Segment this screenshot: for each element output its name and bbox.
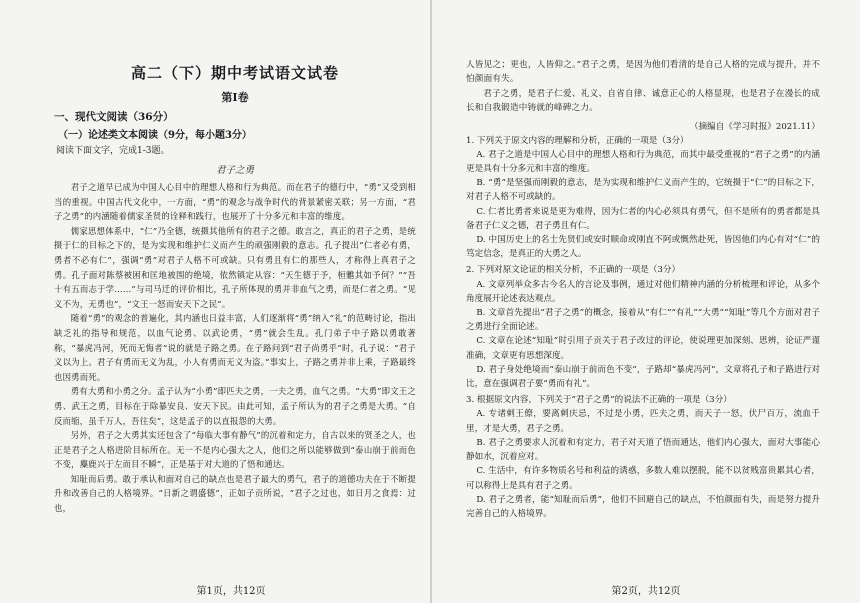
- article-conclusion: 君子之勇，是君子仁爱、礼义、自省自律、诚意正心的人格显现，也是君子在漫长的成长和自我锻造中铸就的峰碑之力。: [466, 88, 820, 114]
- page-2: [432, 0, 860, 603]
- option-d: D. 君子之勇者，能“知耻而后勇”，他们不回避自己的缺点，不怕颜面有失，而是努力提升完善自己的人格境界。: [466, 494, 820, 519]
- option-a: A. 文章列举众多古今名人的言论及事例，通过对他们精神内涵的分析梳理和评论，从多个角度展开论述表达观点。: [466, 279, 820, 304]
- article-paragraph: 君子之道早已成为中国人心目中的理想人格和行为典范。而在君子的德行中，“勇”又受到相当的重视。中国古代文化中，一方面，“勇”的观念与战争时代的背景紧密关联；另一方面，“君子之勇”的内涵随着儒家圣贤的诠释和践行，也展开了十分多元和丰富的维度。: [54, 182, 416, 222]
- option-a: A. 君子之道是中国人心目中的理想人格和行为典范，而其中最受重视的“君子之勇”的内涵更是具有十分多元和丰富的维度。: [466, 149, 820, 175]
- question-3: [466, 393, 820, 521]
- option-b: B. 君子之勇要求人沉着和有定力，君子对天道了悟而通达，他们内心强大，面对大事能心静如水，沉着应对。: [466, 437, 820, 463]
- source-citation: （摘编自《学习时报》2021.11）: [689, 121, 820, 132]
- article-title: 君子之勇: [215, 165, 254, 176]
- question-1: [466, 134, 820, 262]
- page-number-right: 第2页，共12页: [611, 586, 681, 597]
- option-b: B. “勇”是坚强而刚毅的意志，是为实现和维护仁义而产生的，它统摄于“仁”的目标之下，对君子人格不可或缺的。: [466, 178, 820, 203]
- volume-label: 第Ⅰ卷: [221, 91, 249, 104]
- option-d: D. 君子身处绝境而“泰山崩于前而色不变”，子路却“暴虎冯河”，文章将孔子和子路进行对比，意在强调君子要“勇而有礼”。: [466, 364, 820, 390]
- reading-instruction: 阅读下面文字，完成1-3题。: [56, 146, 170, 156]
- option-c: C. 文章在论述“知耻”时引用子贡关于君子改过的评论，使说理更加深刻、思辨，论证严谨准确，文章更有思想深度。: [466, 336, 820, 361]
- option-d: D. 中国历史上的名士先贤们或安时顺命或刚直不阿或慨然赴死，皆因他们内心有对“仁”的笃定信念，是真正的大勇之人。: [466, 235, 820, 260]
- option-b: B. 文章首先提出“君子之勇”的概念，接着从“有仁”“有礼”“大勇”“知耻”等几个方面对君子之勇进行全面论述。: [466, 308, 820, 333]
- option-c: C. 生活中，有许多物质名号和利益的诱惑，多数人难以摆脱，能不以贫贱富贵累其心者，可以称得上是具有君子之勇。: [466, 466, 820, 491]
- exam-title: 高二（下）期中考试语文试卷: [130, 64, 339, 82]
- article-paragraph: 另外，君子之大勇其实还包含了“每临大事有静气”的沉着和定力，自古以来的贤圣之人，也正是君子之人格进阶目标所在。无一不是内心强大之人，他们之所以能够做到“泰山崩于前而色不变，麋鹿兴于左而目不瞬”，正是基于对大道的了悟和通达。: [54, 430, 416, 470]
- page-number-left: 第1页，共12页: [196, 586, 266, 597]
- option-a: A. 专诸刺王僚，要离刺庆忌，不过是小勇，匹夫之勇，而天子一怒，伏尸百万，流血千里，才是大勇，君子之勇。: [466, 409, 820, 434]
- section-heading: 一、现代文阅读（36分）: [54, 111, 174, 123]
- question-stem: 1. 下列关于原文内容的理解和分析，正确的一项是（3分）: [466, 135, 689, 146]
- article-paragraph: 勇有大勇和小勇之分。孟子认为“小勇”即匹夫之勇，一夫之勇，血气之勇。“大勇”即文王之勇、武王之勇，目标在于除暴安良、安天下民。由此可知，孟子所认为的君子之勇是大勇。“自反而缩，虽千万人，吾往矣”，这是孟子的以直报怨的大勇。: [54, 386, 416, 426]
- question-2: [466, 263, 820, 391]
- subsection-heading: （一）论述类文本阅读（9分，每小题3分）: [58, 130, 252, 141]
- article-paragraph: 儒家思想体系中，“仁”乃全德，统摄其他所有的君子之德。敢言之，真正的君子之勇，是统摄于仁的目标之下的，是为实现和维护仁义而产生的顽强刚毅的意志。孔子提出“仁者必有勇，勇者不必有仁”，强调“勇”对君子人格不可或缺。只有勇且有仁的那些人，才称得上真君子之勇。孔子面对陈蔡被困和匡地被围的绝境，依然镇定从容：“天生德于予，桓魋其如予何？”“吾十有五而志于学……”与司马迁的评价相比，孔子所体现的勇并非血气之勇，而是仁者之勇。“见义不为，无勇也”，“文王一怒而安天下之民”。: [54, 225, 416, 309]
- article-continuation: 人皆见之；更也，人皆仰之。”君子之勇，是因为他们看清的是自己人格的完成与提升，并不怕颜面有失。: [466, 60, 820, 85]
- question-stem: 3. 根据原文内容，下列关于“君子之勇”的说法不正确的一项是（3分）: [466, 395, 732, 406]
- article-paragraph: 随着“勇”的观念的普遍化，其内涵也日益丰富，人们逐渐将“勇”纳入“礼”的范畴讨论，指出缺乏礼的指导和规范，以血气论勇、以武论勇，“勇”就会生乱。孔门弟子中子路以勇敢著称，“暴虎冯河，死而无悔者”说的就是子路之勇。在子路问到“君子尚勇乎”时，孔子说：“君子义以为上。君子有勇而无义为乱，小人有勇而无义为盗。”事实上，子路之勇并非上乘，子路最终也因勇而死。: [54, 313, 416, 382]
- article-paragraph: 知耻而后勇。敢于承认和面对自己的缺点也是君子最大的勇气，君子的道德功夫在于不断提升和改善自己的人格境界。“日新之谓盛德”，正如子贡所说，“君子之过也，如日月之食焉：过也，: [54, 473, 416, 514]
- question-stem: 2. 下列对原文论证的相关分析，不正确的一项是（3分）: [466, 265, 681, 276]
- option-c: C. 仁者比勇者来说是更为难得，因为仁者的内心必须具有勇气，但不是所有的勇者都是具备君子仁义之德，君子勇且有仁。: [466, 206, 820, 231]
